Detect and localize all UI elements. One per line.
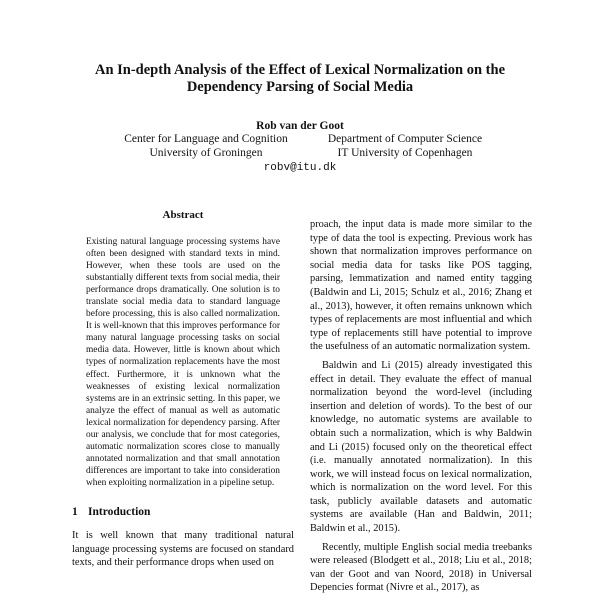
right-paragraph-2: Baldwin and Li (2015) already investigated this effect in detail. They evaluate the effect of manual normalization beyond the word-level (including insertion and deletion of words). To the best of our knowledge, no automatic systems are available to obtain such a normalization, which is why Baldwin and Li (2015) focused only on the theoretical effect (i.e. manually annotated normalization). In this work, we will instead focus on lexical normalization, which is normalization on the word level. For this task, publicly available datasets and automatic systems are available (Han and Baldwin, 2011; Baldwin et al., 2015).: [310, 359, 532, 535]
author-name: Rob van der Goot: [256, 120, 344, 132]
left-column: [72, 208, 294, 570]
introduction-text: It is well known that many traditional natural language processing systems are focused on standard texts, and their performance drops when used on: [72, 529, 294, 569]
section-title: Introduction: [88, 505, 151, 518]
affiliation-right: [310, 132, 500, 160]
abstract-heading: Abstract: [162, 209, 204, 221]
affiliation-right-line-2: IT University of Copenhagen: [337, 147, 473, 159]
paper-title: [60, 62, 540, 96]
affiliation-left-line-2: University of Groningen: [149, 147, 263, 159]
affiliation-left-line-1: Center for Language and Cognition: [124, 133, 288, 145]
title-line-1: An In-depth Analysis of the Effect of Lexical Normalization on the: [94, 62, 505, 78]
right-paragraph-3: Recently, multiple English social media treebanks were released (Blodgett et al., 2018; Liu et al., 2018; van der Goot and van Noord, 2018) in Universal Depencies format (Nivre et al., 2017), as: [310, 541, 532, 594]
affiliation-right-line-1: Department of Computer Science: [327, 133, 483, 145]
right-paragraph-1: proach, the input data is made more similar to the type of data the tool is expecting. Previous work has shown that normalization improves performance on social media data for tasks like POS tagging, parsing, lemmatization and named entity tagging (Baldwin and Li, 2015; Schulz et al., 2016; Zhang et al., 2013), however, it often remains unknown which types of replacements are most influential and which type of replacements still have potential to improve the usefulness of an automatic normalization system.: [310, 219, 532, 353]
right-column: [310, 218, 532, 595]
section-number: 1: [72, 505, 78, 518]
author-email: robv@itu.dk: [263, 162, 337, 174]
title-line-2: Dependency Parsing of Social Media: [186, 79, 414, 95]
abstract-text: Existing natural language processing systems have often been designed with standard texts in mind. However, when these tools are used on the substantially different texts from social media, their performance drops dramatically. One solution is to translate social media data to standard language before processing, this is also called normalization. It is well-known that this improves performance for many natural language processing tasks on social media data. However, little is known about which types of normalization replacements have the most effect. Furthermore, it is unknown what the weaknesses of existing lexical normalization systems are in an extrinsic setting. In this paper, we analyze the effect of manual as well as automatic lexical normalization for dependency parsing. After our analysis, we conclude that for most categories, automatic normalization scores close to manually annotated normalization and that small annotation differences are important to take into consideration when exploiting normalization in a pipeline setup.: [86, 237, 280, 488]
introduction-heading: [72, 505, 294, 519]
affiliation-left: [108, 132, 304, 160]
